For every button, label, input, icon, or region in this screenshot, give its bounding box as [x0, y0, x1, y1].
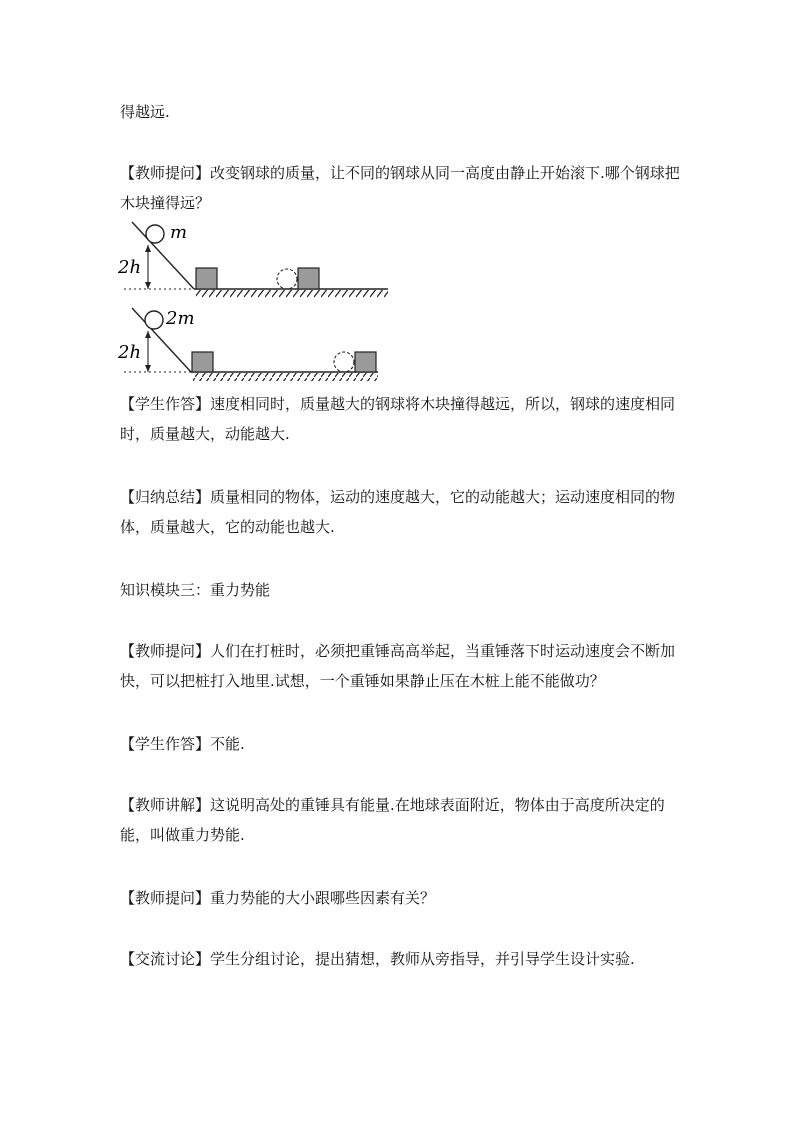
paragraph-teacher-question-3: 【教师提问】重力势能的大小跟哪些因素有关？: [120, 889, 436, 907]
ball-final-bottom: [334, 352, 354, 372]
steel-ball-top: [146, 225, 164, 243]
wood-block-final-top: [298, 268, 319, 289]
wood-block-final-bottom: [355, 352, 376, 372]
section-heading-gravitational-potential-energy: 知识模块三：重力势能: [120, 581, 271, 599]
paragraph-teacher-question-2: 【教师提问】人们在打桩时，必须把重锤高高举起，当重锤落下时运动速度会不断加快，可以把桩打入地里.试想，一个重锤如果静止压在木桩上能不能做功？: [120, 642, 676, 690]
paragraph-student-answer-1: 【学生作答】速度相同时，质量越大的钢球将木块撞得越远，所以，钢球的速度相同时，质量越大，动能越大.: [120, 395, 676, 443]
paragraph-student-answer-2: 【学生作答】不能.: [120, 735, 245, 753]
paragraph-teacher-explanation: 【教师讲解】这说明高处的重锤具有能量.在地球表面附近，物体由于高度所决定的能，叫做重力势能.: [120, 796, 665, 844]
experiment-top: [124, 222, 388, 298]
ramp-diagram: [118, 218, 398, 383]
ground-hatch-bottom: [193, 373, 378, 381]
ball-final-top: [277, 269, 297, 289]
experiment-figure: [118, 218, 398, 383]
steel-ball-bottom: [145, 311, 163, 329]
paragraph-discussion: 【交流讨论】学生分组讨论，提出猜想，教师从旁指导，并引导学生设计实验.: [120, 950, 635, 968]
experiment-bottom: [124, 308, 378, 381]
height-label-bottom: 2h: [118, 342, 142, 363]
paragraph-summary: 【归纳总结】质量相同的物体，运动的速度越大，它的动能越大；运动速度相同的物体，质量越大，它的动能也越大.: [120, 488, 676, 536]
mass-label-bottom: 2m: [166, 308, 195, 329]
mass-label-top: m: [170, 222, 188, 243]
wood-block-top: [196, 268, 217, 289]
ground-hatch-top: [196, 290, 388, 298]
paragraph-continuation: 得越远.: [120, 103, 170, 121]
paragraph-teacher-question-1: 【教师提问】改变钢球的质量，让不同的钢球从同一高度由静止开始滚下.哪个钢球把木块撞得远？: [120, 164, 680, 212]
wood-block-bottom: [192, 352, 213, 372]
height-label-top: 2h: [118, 257, 142, 278]
